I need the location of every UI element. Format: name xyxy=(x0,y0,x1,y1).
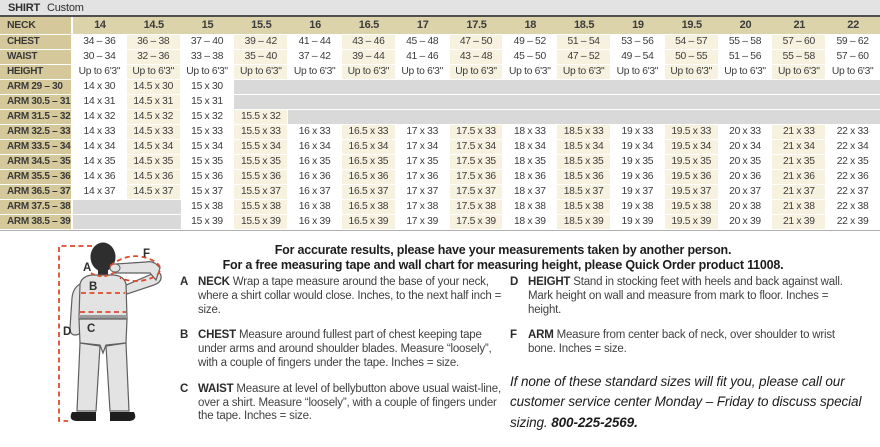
size-cell: 47 – 50 xyxy=(450,35,504,50)
figure-torso xyxy=(79,275,127,318)
row-label: ARM 32.5 – 33 xyxy=(0,125,73,140)
figure-right-foot xyxy=(110,412,135,421)
size-cell: 15.5 x 33 xyxy=(234,125,288,140)
size-cell xyxy=(396,80,450,95)
size-cell: 50 – 55 xyxy=(665,50,719,65)
size-cell: Up to 6'3" xyxy=(73,65,127,80)
size-cell: 43 – 48 xyxy=(450,50,504,65)
size-cell: Up to 6'3" xyxy=(342,65,396,80)
size-cell: 15 x 36 xyxy=(181,170,235,185)
size-cell: Up to 6'3" xyxy=(181,65,235,80)
size-cell: 15 x 39 xyxy=(181,215,235,230)
size-cell: 17.5 x 34 xyxy=(450,140,504,155)
size-cell xyxy=(396,95,450,110)
size-cell: Up to 6'3" xyxy=(772,65,826,80)
instruction-text: Wrap a tape measure around the base of your neck, where a shirt collar would close. Inches, to the next half inch = size. xyxy=(198,276,502,316)
size-cell: Up to 6'3" xyxy=(127,65,181,80)
size-cell: 18 x 37 xyxy=(503,185,557,200)
size-cell: 14 x 30 xyxy=(73,80,127,95)
size-cell: 15.5 x 37 xyxy=(234,185,288,200)
row-label: ARM 33.5 – 34 xyxy=(0,140,73,155)
size-cell: 19.5 x 38 xyxy=(665,200,719,215)
size-cell: 16.5 x 35 xyxy=(342,155,396,170)
size-cell: 17 x 39 xyxy=(396,215,450,230)
size-cell: 16.5 x 39 xyxy=(342,215,396,230)
size-cell: 15 x 38 xyxy=(181,200,235,215)
size-cell: 14.5 x 33 xyxy=(127,125,181,140)
size-cell xyxy=(73,215,127,230)
size-cell: 18 x 38 xyxy=(503,200,557,215)
size-cell: 17 x 36 xyxy=(396,170,450,185)
size-cell xyxy=(826,80,880,95)
size-cell xyxy=(719,110,773,125)
row-label: ARM 37.5 – 38 xyxy=(0,200,73,215)
size-cell: Up to 6'3" xyxy=(450,65,504,80)
size-cell xyxy=(826,110,880,125)
size-cell xyxy=(772,80,826,95)
size-cell: 16 x 35 xyxy=(288,155,342,170)
size-cell: 18.5 x 36 xyxy=(557,170,611,185)
row-label: HEIGHT xyxy=(0,65,73,80)
size-cell: 37 – 40 xyxy=(181,35,235,50)
size-cell xyxy=(127,200,181,215)
instruction-body xyxy=(198,276,504,317)
size-cell: 19.5 x 37 xyxy=(665,185,719,200)
intro-text xyxy=(150,243,856,272)
size-cell: 39 – 44 xyxy=(342,50,396,65)
size-cell: 16.5 x 38 xyxy=(342,200,396,215)
instruction-text: Stand in stocking feet with heels and back against wall. Mark height on wall and measure from mark to floor. Inches = height. xyxy=(528,276,843,316)
size-cell xyxy=(503,80,557,95)
size-cell: 33 – 38 xyxy=(181,50,235,65)
size-cell: 30 – 34 xyxy=(73,50,127,65)
size-cell: Up to 6'3" xyxy=(396,65,450,80)
instruction-neck xyxy=(180,276,504,317)
instruction-body xyxy=(198,383,504,424)
instructions-column-right xyxy=(510,276,862,433)
note-text: If none of these standard sizes will fit you, please call our customer service center Monday – Friday to discuss special sizing. xyxy=(510,373,862,430)
size-cell: 15.5 x 32 xyxy=(234,110,288,125)
size-cell xyxy=(342,110,396,125)
size-cell xyxy=(772,95,826,110)
size-cell: 19.5 x 39 xyxy=(665,215,719,230)
instruction-term: HEIGHT xyxy=(528,276,571,288)
size-cell xyxy=(719,80,773,95)
size-cell xyxy=(450,95,504,110)
size-cell: 15.5 x 38 xyxy=(234,200,288,215)
size-cell: 45 – 50 xyxy=(503,50,557,65)
size-cell: Up to 6'3" xyxy=(503,65,557,80)
size-cell: 18 x 36 xyxy=(503,170,557,185)
row-label: ARM 38.5 – 39 xyxy=(0,215,73,230)
size-cell: 15 x 31 xyxy=(181,95,235,110)
size-cell: 17.5 x 36 xyxy=(450,170,504,185)
neck-size-header: 17 xyxy=(396,17,450,35)
instruction-waist xyxy=(180,383,504,424)
size-cell: 14.5 x 32 xyxy=(127,110,181,125)
size-cell: 17.5 x 35 xyxy=(450,155,504,170)
row-label: ARM 34.5 – 35 xyxy=(0,155,73,170)
size-cell xyxy=(665,110,719,125)
size-cell: 17 x 37 xyxy=(396,185,450,200)
size-cell: 22 x 39 xyxy=(826,215,880,230)
table-title-variant: Custom xyxy=(47,1,84,14)
instruction-key: C xyxy=(180,382,189,395)
size-cell: 55 – 58 xyxy=(772,50,826,65)
neck-size-header: 19 xyxy=(611,17,665,35)
instruction-text: Measure from center back of neck, over shoulder to wrist bone. Inches = size. xyxy=(528,329,835,356)
size-cell xyxy=(557,110,611,125)
instructions-column-left xyxy=(180,276,504,436)
size-cell: 20 x 35 xyxy=(719,155,773,170)
size-cell xyxy=(342,95,396,110)
size-cell: 14 x 35 xyxy=(73,155,127,170)
size-cell: 18.5 x 33 xyxy=(557,125,611,140)
size-cell: 57 – 60 xyxy=(826,50,880,65)
size-cell: 16 x 38 xyxy=(288,200,342,215)
neck-size-header: 15.5 xyxy=(234,17,288,35)
size-cell: 18.5 x 37 xyxy=(557,185,611,200)
size-cell: 17.5 x 39 xyxy=(450,215,504,230)
size-cell: 14.5 x 34 xyxy=(127,140,181,155)
size-cell: 15.5 x 39 xyxy=(234,215,288,230)
instruction-body xyxy=(198,329,504,370)
size-cell: 19 x 34 xyxy=(611,140,665,155)
size-cell: 43 – 46 xyxy=(342,35,396,50)
size-cell: 14.5 x 35 xyxy=(127,155,181,170)
size-cell xyxy=(288,110,342,125)
size-cell: 14 x 31 xyxy=(73,95,127,110)
size-cell xyxy=(503,110,557,125)
size-cell: 41 – 46 xyxy=(396,50,450,65)
instruction-key: A xyxy=(180,276,189,288)
size-cell: 55 – 58 xyxy=(719,35,773,50)
size-cell xyxy=(557,80,611,95)
size-cell: 15.5 x 34 xyxy=(234,140,288,155)
phone-number: 800-225-2569. xyxy=(551,414,638,430)
size-cell: 16.5 x 33 xyxy=(342,125,396,140)
size-cell xyxy=(611,110,665,125)
size-cell: 20 x 38 xyxy=(719,200,773,215)
size-cell: 21 x 36 xyxy=(772,170,826,185)
size-cell: 21 x 38 xyxy=(772,200,826,215)
size-cell: 19.5 x 36 xyxy=(665,170,719,185)
size-cell xyxy=(503,95,557,110)
size-cell: 16 x 34 xyxy=(288,140,342,155)
size-cell: 20 x 33 xyxy=(719,125,773,140)
size-cell: 34 – 36 xyxy=(73,35,127,50)
row-label: ARM 31.5 – 32 xyxy=(0,110,73,125)
size-cell: 20 x 39 xyxy=(719,215,773,230)
figure-label-c: C xyxy=(87,323,96,335)
size-cell xyxy=(288,80,342,95)
size-cell: 21 x 37 xyxy=(772,185,826,200)
size-cell: 14.5 x 36 xyxy=(127,170,181,185)
neck-size-header: 14 xyxy=(73,17,127,35)
size-cell: 20 x 37 xyxy=(719,185,773,200)
neck-row-label: NECK xyxy=(0,17,73,35)
size-cell xyxy=(396,110,450,125)
size-cell: 14 x 32 xyxy=(73,110,127,125)
figure-label-f: F xyxy=(143,248,151,260)
size-cell: 20 x 36 xyxy=(719,170,773,185)
neck-size-header: 15 xyxy=(181,17,235,35)
instruction-key: F xyxy=(510,329,517,342)
size-cell: 18 x 39 xyxy=(503,215,557,230)
instruction-height xyxy=(510,276,862,317)
size-cell xyxy=(127,215,181,230)
size-cell xyxy=(234,80,288,95)
size-cell: 19 x 36 xyxy=(611,170,665,185)
size-cell: 45 – 48 xyxy=(396,35,450,50)
size-cell: 22 x 34 xyxy=(826,140,880,155)
instruction-text: Measure around fullest part of chest keeping tape under arms and around shoulder blades. Measure “loosely”, with a couple of fingers under the tape. Inches = size. xyxy=(198,329,492,369)
size-cell: 18.5 x 38 xyxy=(557,200,611,215)
instruction-key: B xyxy=(180,329,189,342)
size-cell: 15 x 32 xyxy=(181,110,235,125)
size-cell: 47 – 52 xyxy=(557,50,611,65)
size-cell xyxy=(665,95,719,110)
size-cell: 18 x 35 xyxy=(503,155,557,170)
size-cell: 22 x 35 xyxy=(826,155,880,170)
figure-label-a: A xyxy=(83,262,92,274)
size-cell: 14 x 33 xyxy=(73,125,127,140)
table-title-brand: SHIRT xyxy=(8,1,41,14)
size-cell: 17 x 38 xyxy=(396,200,450,215)
size-cell: 17.5 x 38 xyxy=(450,200,504,215)
size-cell: 36 – 38 xyxy=(127,35,181,50)
instruction-term: ARM xyxy=(528,329,554,342)
size-cell: 19 x 33 xyxy=(611,125,665,140)
size-cell: 15 x 30 xyxy=(181,80,235,95)
instruction-term: WAIST xyxy=(198,382,234,395)
row-label: WAIST xyxy=(0,50,73,65)
size-cell: 21 x 34 xyxy=(772,140,826,155)
intro-line-2: For a free measuring tape and wall chart for measuring height, please Quick Order product 11008. xyxy=(222,257,784,272)
neck-size-header: 20 xyxy=(719,17,773,35)
row-label: ARM 35.5 – 36 xyxy=(0,170,73,185)
intro-line-1: For accurate results, please have your measurements taken by another person. xyxy=(274,243,732,257)
size-cell: 41 – 44 xyxy=(288,35,342,50)
measurement-figure xyxy=(4,240,176,442)
instruction-body xyxy=(528,329,862,357)
size-cell: 21 x 33 xyxy=(772,125,826,140)
size-cell: 18 x 33 xyxy=(503,125,557,140)
neck-size-header: 18.5 xyxy=(557,17,611,35)
size-cell xyxy=(342,80,396,95)
neck-size-header: 16.5 xyxy=(342,17,396,35)
size-cell: Up to 6'3" xyxy=(611,65,665,80)
size-cell: 14.5 x 31 xyxy=(127,95,181,110)
row-label: ARM 30.5 – 31 xyxy=(0,95,73,110)
size-cell: 15 x 35 xyxy=(181,155,235,170)
size-cell: 15.5 x 36 xyxy=(234,170,288,185)
size-cell: 19 x 39 xyxy=(611,215,665,230)
size-cell: 14 x 36 xyxy=(73,170,127,185)
neck-size-header: 21 xyxy=(772,17,826,35)
size-cell: 14.5 x 30 xyxy=(127,80,181,95)
size-cell: 57 – 60 xyxy=(772,35,826,50)
size-cell: 18.5 x 39 xyxy=(557,215,611,230)
size-cell: 16 x 39 xyxy=(288,215,342,230)
figure-left-foot xyxy=(71,412,96,421)
size-cell: 22 x 36 xyxy=(826,170,880,185)
size-cell: 20 x 34 xyxy=(719,140,773,155)
body-diagram-illustration xyxy=(4,240,176,442)
instruction-text: Measure at level of bellybutton above usual waist-line, over a shirt. Measure “loosely”, with a couple of fingers under the tape. Inches = size. xyxy=(198,382,501,423)
size-cell: 16.5 x 36 xyxy=(342,170,396,185)
size-cell: 37 – 42 xyxy=(288,50,342,65)
size-cell: Up to 6'3" xyxy=(826,65,880,80)
size-cell: 15 x 33 xyxy=(181,125,235,140)
size-cell: 18 x 34 xyxy=(503,140,557,155)
size-cell: Up to 6'3" xyxy=(719,65,773,80)
size-cell: 17 x 35 xyxy=(396,155,450,170)
figure-right-leg xyxy=(106,343,129,411)
size-cell xyxy=(611,95,665,110)
size-cell: 19 x 37 xyxy=(611,185,665,200)
size-cell: 17 x 33 xyxy=(396,125,450,140)
size-cell: 19.5 x 34 xyxy=(665,140,719,155)
size-cell: 49 – 52 xyxy=(503,35,557,50)
size-cell: 59 – 62 xyxy=(826,35,880,50)
table-title-bar xyxy=(0,0,880,17)
size-cell: 22 x 33 xyxy=(826,125,880,140)
size-cell: 35 – 40 xyxy=(234,50,288,65)
size-cell: Up to 6'3" xyxy=(665,65,719,80)
size-cell xyxy=(557,95,611,110)
size-cell: 19 x 38 xyxy=(611,200,665,215)
row-label: ARM 36.5 – 37 xyxy=(0,185,73,200)
size-cell: 21 x 35 xyxy=(772,155,826,170)
size-cell: 16.5 x 34 xyxy=(342,140,396,155)
size-cell xyxy=(450,80,504,95)
size-cell: 17 x 34 xyxy=(396,140,450,155)
figure-left-leg xyxy=(77,343,100,411)
neck-size-header: 17.5 xyxy=(450,17,504,35)
size-cell xyxy=(288,95,342,110)
size-cell: 14.5 x 37 xyxy=(127,185,181,200)
size-cell: 22 x 38 xyxy=(826,200,880,215)
row-label: ARM 29 – 30 xyxy=(0,80,73,95)
size-cell: 19.5 x 33 xyxy=(665,125,719,140)
size-cell: 32 – 36 xyxy=(127,50,181,65)
size-cell xyxy=(772,110,826,125)
size-cell: 53 – 56 xyxy=(611,35,665,50)
size-cell xyxy=(450,110,504,125)
size-cell: 14 x 34 xyxy=(73,140,127,155)
size-cell: 15 x 37 xyxy=(181,185,235,200)
instruction-term: NECK xyxy=(198,276,230,288)
neck-size-header: 18 xyxy=(503,17,557,35)
instruction-chest xyxy=(180,329,504,370)
neck-size-header: 19.5 xyxy=(665,17,719,35)
instruction-arm xyxy=(510,329,862,357)
size-cell: Up to 6'3" xyxy=(234,65,288,80)
instruction-term: CHEST xyxy=(198,329,236,342)
size-table xyxy=(0,17,880,231)
size-cell: 19.5 x 35 xyxy=(665,155,719,170)
size-cell: 19 x 35 xyxy=(611,155,665,170)
figure-label-b: B xyxy=(89,281,98,293)
size-cell xyxy=(611,80,665,95)
size-cell: 16 x 33 xyxy=(288,125,342,140)
size-cell: 15.5 x 35 xyxy=(234,155,288,170)
size-cell: Up to 6'3" xyxy=(288,65,342,80)
size-cell: 16.5 x 37 xyxy=(342,185,396,200)
size-cell: 17.5 x 33 xyxy=(450,125,504,140)
size-cell: 18.5 x 34 xyxy=(557,140,611,155)
size-cell: Up to 6'3" xyxy=(557,65,611,80)
size-cell xyxy=(73,200,127,215)
size-cell: 16 x 37 xyxy=(288,185,342,200)
neck-size-header: 14.5 xyxy=(127,17,181,35)
instruction-body xyxy=(528,276,862,317)
instruction-key: D xyxy=(510,276,519,288)
size-cell: 15 x 34 xyxy=(181,140,235,155)
size-cell: 39 – 42 xyxy=(234,35,288,50)
size-cell: 17.5 x 37 xyxy=(450,185,504,200)
size-cell: 49 – 54 xyxy=(611,50,665,65)
size-cell: 16 x 36 xyxy=(288,170,342,185)
size-cell: 18.5 x 35 xyxy=(557,155,611,170)
figure-label-d: D xyxy=(63,326,72,338)
neck-size-header: 16 xyxy=(288,17,342,35)
size-cell xyxy=(665,80,719,95)
size-cell xyxy=(234,95,288,110)
size-cell: 21 x 39 xyxy=(772,215,826,230)
special-sizing-note xyxy=(510,372,862,434)
size-cell: 14 x 37 xyxy=(73,185,127,200)
size-cell: 51 – 54 xyxy=(557,35,611,50)
size-cell xyxy=(826,95,880,110)
row-label: CHEST xyxy=(0,35,73,50)
size-cell xyxy=(719,95,773,110)
size-cell: 51 – 56 xyxy=(719,50,773,65)
neck-size-header: 22 xyxy=(826,17,880,35)
size-cell: 22 x 37 xyxy=(826,185,880,200)
size-cell: 54 – 57 xyxy=(665,35,719,50)
